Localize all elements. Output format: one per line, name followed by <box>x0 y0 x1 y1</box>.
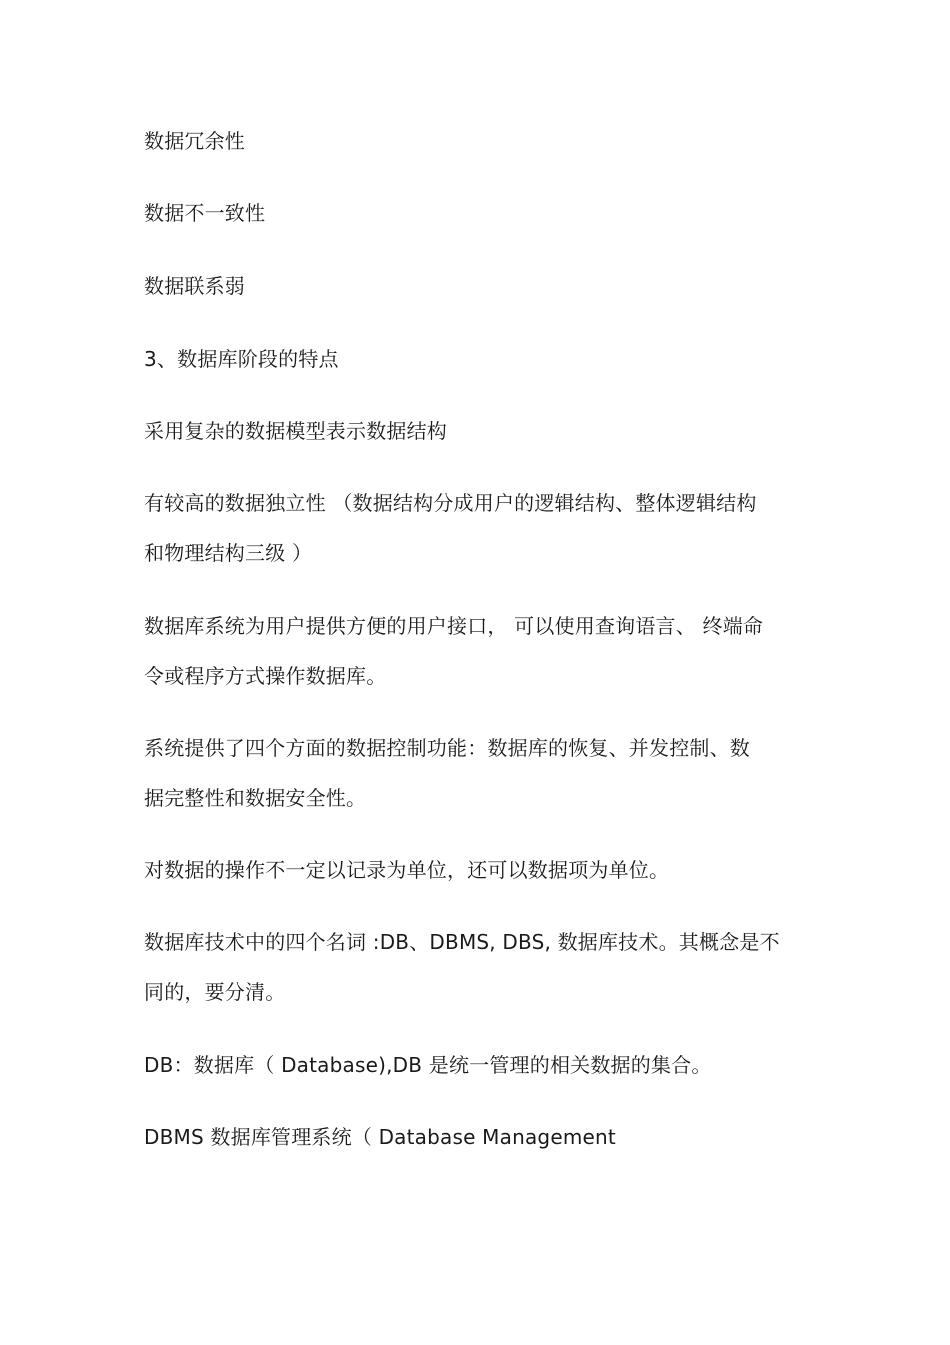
text-line: 据完整性和数据安全性。 <box>144 786 367 810</box>
text-line: 对数据的操作不一定以记录为单位，还可以数据项为单位。 <box>144 858 670 882</box>
text-line: 令或程序方式操作数据库。 <box>144 664 387 688</box>
text-line: 数据联系弱 <box>144 274 245 298</box>
text-line: 有较高的数据独立性 （数据结构分成用户的逻辑结构、整体逻辑结构 <box>144 491 757 515</box>
text-line: 数据冗余性 <box>144 129 245 153</box>
text-line: 数据不一致性 <box>144 201 266 225</box>
text-line: DBMS 数据库管理系统（ Database Management <box>144 1125 616 1149</box>
text-line: 和物理结构三级 ） <box>144 541 313 565</box>
text-line: 数据库系统为用户提供方便的用户接口， 可以使用查询语言、 终端命 <box>144 614 764 638</box>
text-line: 采用复杂的数据模型表示数据结构 <box>144 419 447 443</box>
text-line: DB：数据库（ Database),DB 是统一管理的相关数据的集合。 <box>144 1053 712 1077</box>
text-line: 系统提供了四个方面的数据控制功能：数据库的恢复、并发控制、数 <box>144 736 750 760</box>
section-heading: 3、数据库阶段的特点 <box>144 347 339 371</box>
text-line: 数据库技术中的四个名词 :DB、DBMS, DBS, 数据库技术。其概念是不 <box>144 930 780 954</box>
text-line: 同的，要分清。 <box>144 980 286 1004</box>
